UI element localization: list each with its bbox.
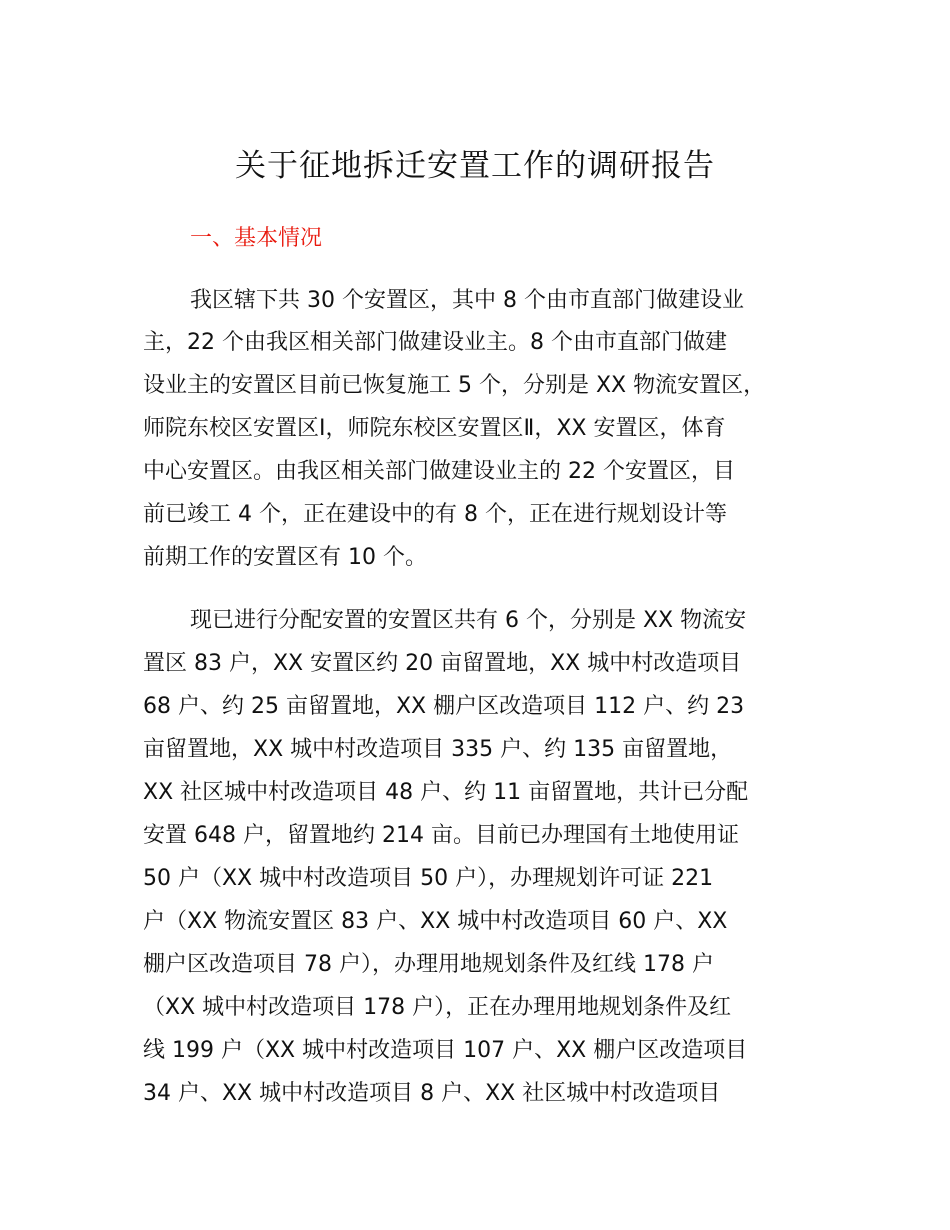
paragraph-line: 安置 648 户，留置地约 214 亩。目前已办理国有土地使用证 xyxy=(143,823,739,848)
paragraph-line: 主，22 个由我区相关部门做建设业主。8 个由市直部门做建 xyxy=(143,330,727,355)
paragraph-line: 我区辖下共 30 个安置区，其中 8 个由市直部门做建设业 xyxy=(190,288,744,313)
paragraph-line: 现已进行分配安置的安置区共有 6 个，分别是 XX 物流安 xyxy=(190,608,747,633)
paragraph-line: 户（XX 物流安置区 83 户、XX 城中村改造项目 60 户、XX xyxy=(143,909,728,934)
paragraph-line: 68 户、约 25 亩留置地，XX 棚户区改造项目 112 户、约 23 xyxy=(143,694,745,719)
paragraph-line: 师院东校区安置区Ⅰ，师院东校区安置区Ⅱ，XX 安置区，体育 xyxy=(143,416,726,441)
paragraph-line: （XX 城中村改造项目 178 户），正在办理用地规划条件及红 xyxy=(143,995,732,1020)
paragraph-line: 棚户区改造项目 78 户），办理用地规划条件及红线 178 户 xyxy=(143,952,714,977)
paragraph-line: 线 199 户（XX 城中村改造项目 107 户、XX 棚户区改造项目 xyxy=(143,1038,748,1063)
section-heading-basic-situation: 一、基本情况 xyxy=(190,226,323,251)
paragraph-line: XX 社区城中村改造项目 48 户、约 11 亩留置地，共计已分配 xyxy=(143,780,749,805)
paragraph-line: 34 户、XX 城中村改造项目 8 户、XX 社区城中村改造项目 xyxy=(143,1081,721,1106)
paragraph-line: 亩留置地，XX 城中村改造项目 335 户、约 135 亩留置地， xyxy=(143,737,733,762)
paragraph-line: 置区 83 户，XX 安置区约 20 亩留置地，XX 城中村改造项目 xyxy=(143,651,742,676)
paragraph-line: 50 户（XX 城中村改造项目 50 户），办理规划许可证 221 xyxy=(143,866,714,891)
paragraph-line: 设业主的安置区目前已恢复施工 5 个，分别是 XX 物流安置区， xyxy=(143,373,766,398)
paragraph-line: 前期工作的安置区有 10 个。 xyxy=(143,545,427,570)
paragraph-line: 前已竣工 4 个，正在建设中的有 8 个，正在进行规划设计等 xyxy=(143,502,727,527)
paragraph-line: 中心安置区。由我区相关部门做建设业主的 22 个安置区，目 xyxy=(143,459,735,484)
document-title: 关于征地拆迁安置工作的调研报告 xyxy=(235,148,715,184)
